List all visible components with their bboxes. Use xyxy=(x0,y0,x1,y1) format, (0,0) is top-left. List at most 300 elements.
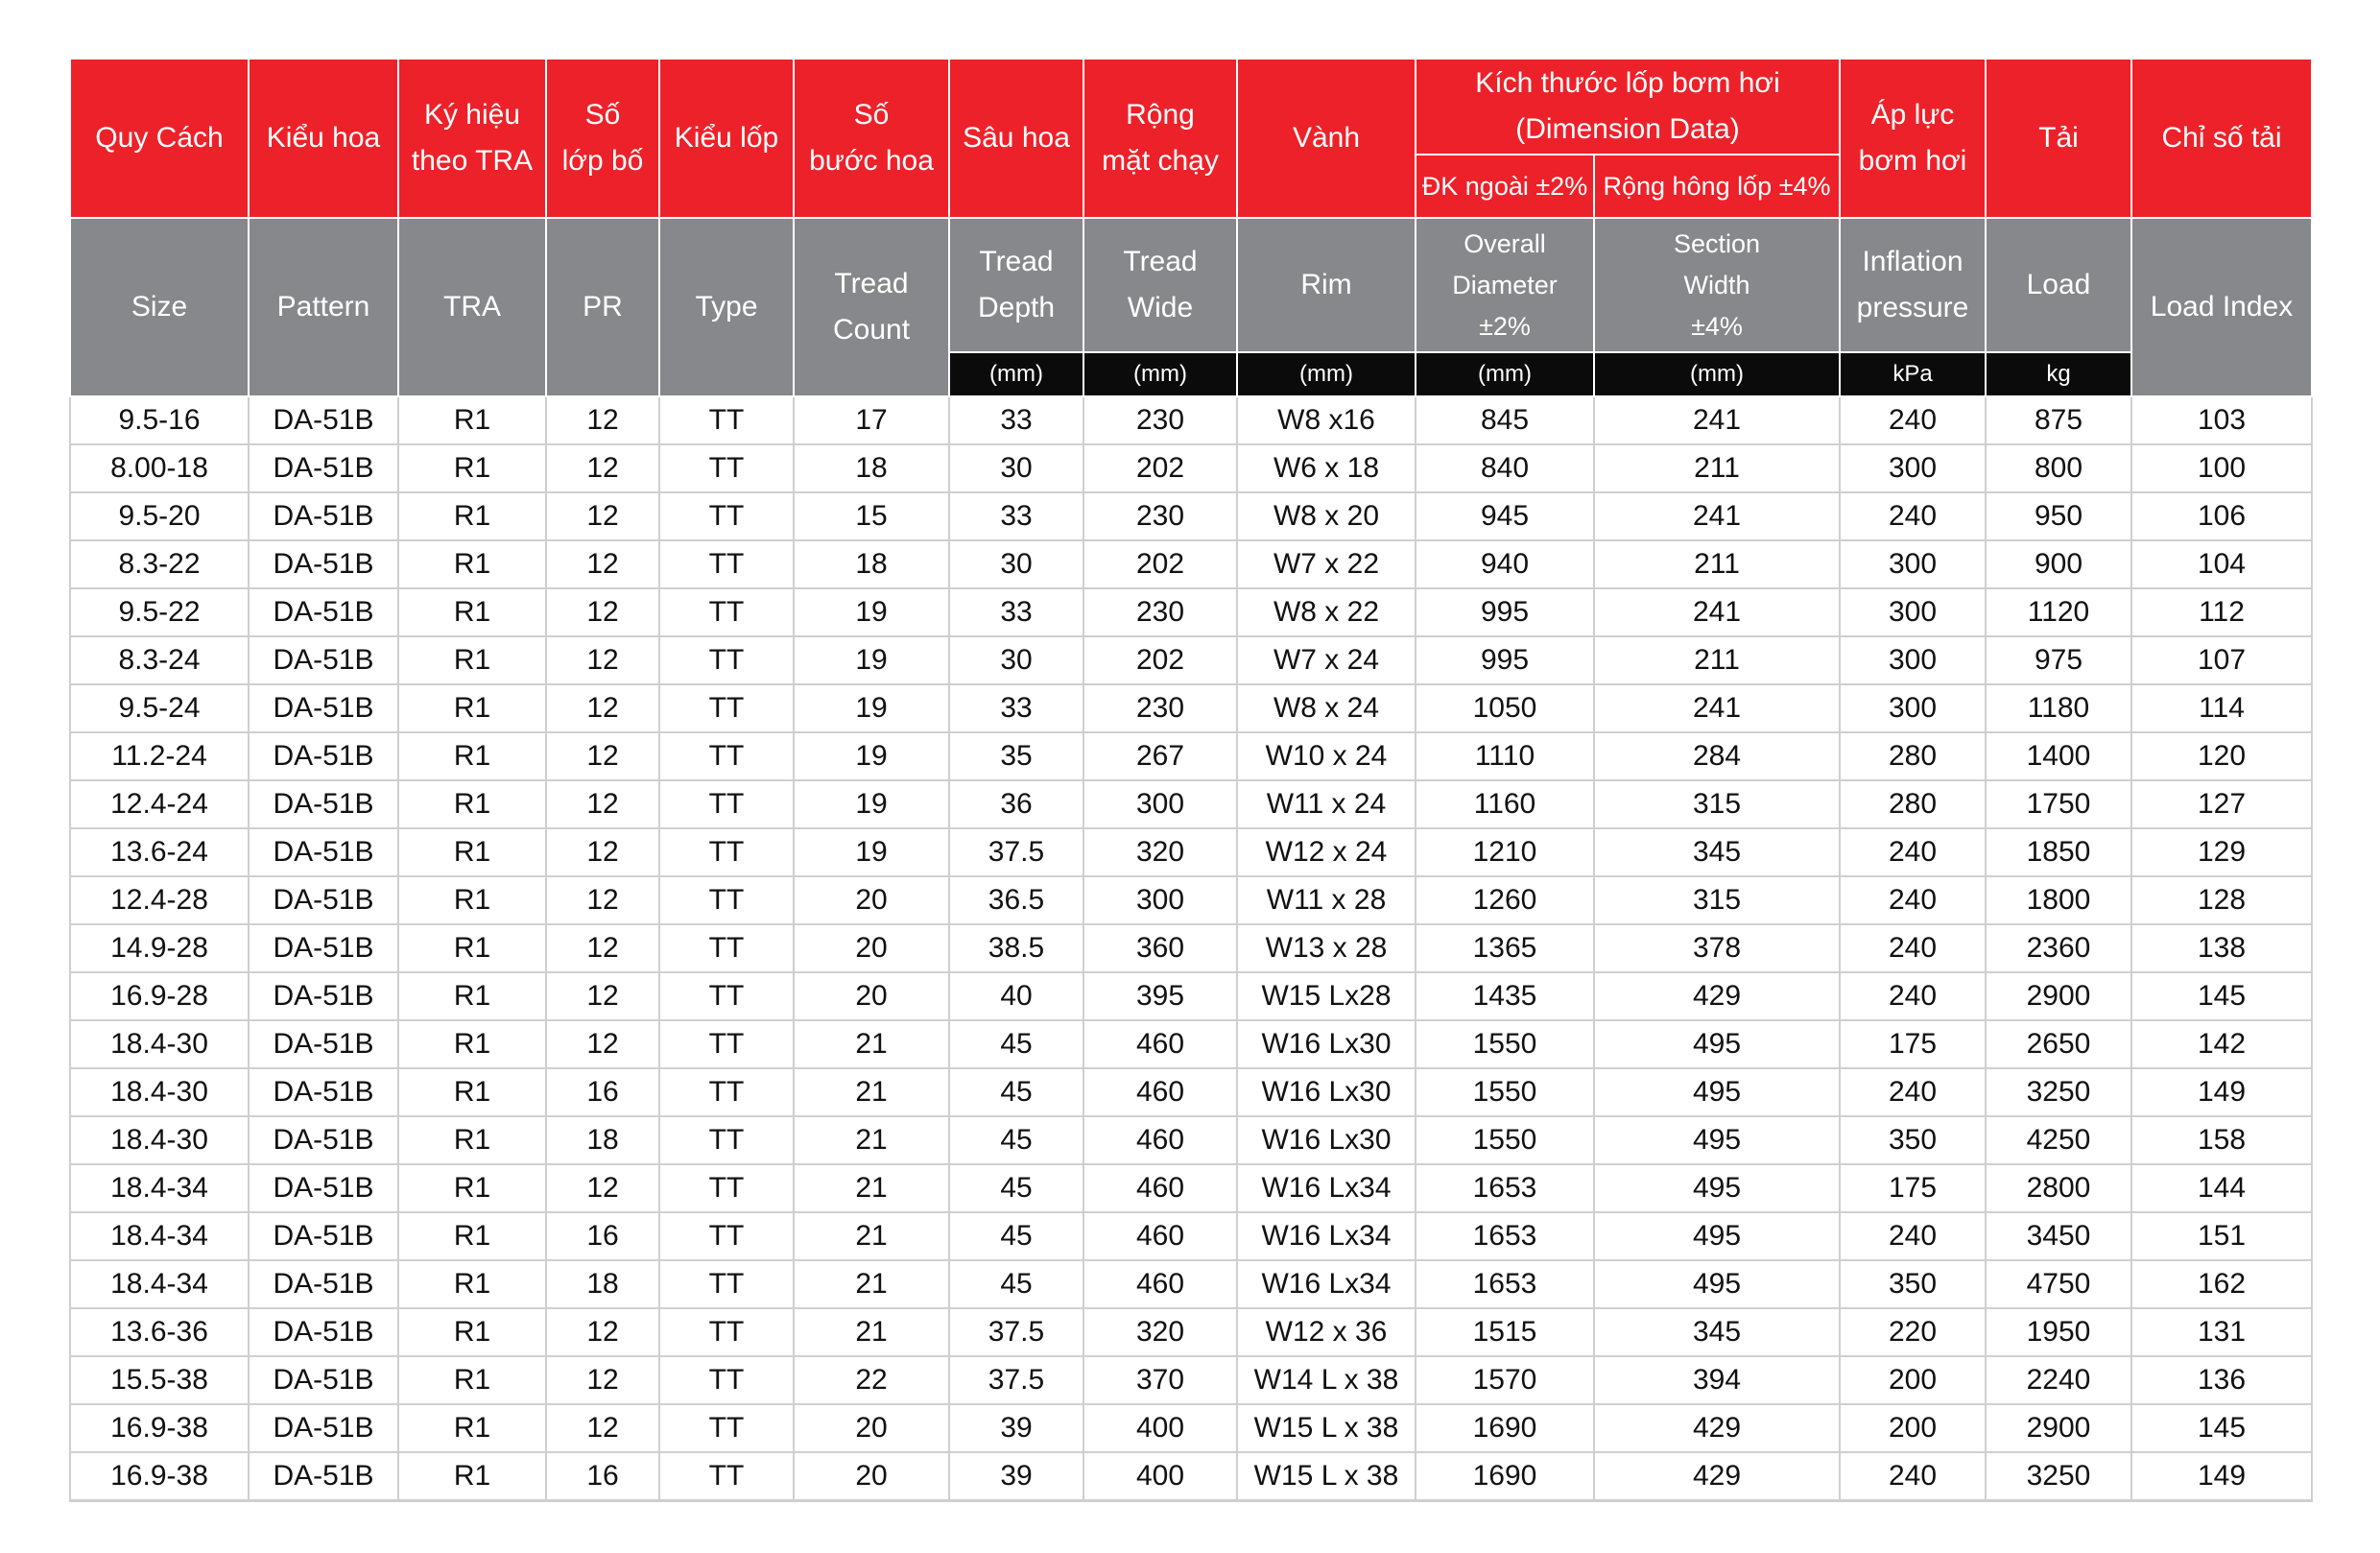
cell-rim: W16 Lx34 xyxy=(1237,1212,1416,1260)
cell-size: 18.4-34 xyxy=(70,1260,249,1308)
cell-type: TT xyxy=(659,1260,794,1308)
cell-tread-depth: 33 xyxy=(949,588,1083,636)
cell-load-index: 149 xyxy=(2131,1452,2312,1500)
table-row xyxy=(70,444,2312,492)
table-row xyxy=(70,972,2312,1020)
cell-inflation: 300 xyxy=(1840,588,1986,636)
cell-tra: R1 xyxy=(398,1452,546,1500)
cell-overall-diameter: 1653 xyxy=(1416,1164,1594,1212)
cell-type: TT xyxy=(659,1068,794,1116)
cell-tread-count: 21 xyxy=(794,1116,949,1164)
cell-tread-wide: 460 xyxy=(1083,1164,1237,1212)
header-vi-load xyxy=(1986,59,2131,218)
cell-inflation: 240 xyxy=(1840,1452,1986,1500)
unit-overall-diameter: (mm) xyxy=(1416,352,1594,396)
cell-tra: R1 xyxy=(398,972,546,1020)
cell-inflation: 200 xyxy=(1840,1356,1986,1404)
cell-section-width: 241 xyxy=(1594,396,1840,444)
cell-inflation: 200 xyxy=(1840,1404,1986,1452)
cell-tread-depth: 36.5 xyxy=(949,876,1083,924)
cell-inflation: 300 xyxy=(1840,540,1986,588)
cell-load: 2360 xyxy=(1986,924,2131,972)
cell-tra: R1 xyxy=(398,444,546,492)
cell-inflation: 300 xyxy=(1840,444,1986,492)
table-row xyxy=(70,636,2312,684)
cell-type: TT xyxy=(659,444,794,492)
cell-overall-diameter: 940 xyxy=(1416,540,1594,588)
cell-tread-depth: 33 xyxy=(949,492,1083,540)
cell-overall-diameter: 1690 xyxy=(1416,1452,1594,1500)
cell-load-index: 106 xyxy=(2131,492,2312,540)
cell-inflation: 240 xyxy=(1840,876,1986,924)
cell-type: TT xyxy=(659,1308,794,1356)
cell-tra: R1 xyxy=(398,1308,546,1356)
unit-section-width: (mm) xyxy=(1594,352,1840,396)
cell-tread-depth: 45 xyxy=(949,1164,1083,1212)
cell-tread-wide: 202 xyxy=(1083,636,1237,684)
cell-section-width: 284 xyxy=(1594,732,1840,780)
cell-load-index: 145 xyxy=(2131,972,2312,1020)
cell-pr: 12 xyxy=(546,876,659,924)
cell-load: 3250 xyxy=(1986,1068,2131,1116)
cell-pattern: DA-51B xyxy=(249,1452,398,1500)
cell-tra: R1 xyxy=(398,396,546,444)
cell-rim: W16 Lx34 xyxy=(1237,1164,1416,1212)
cell-pattern: DA-51B xyxy=(249,588,398,636)
header-line: lớp bố xyxy=(561,145,644,177)
cell-load: 1400 xyxy=(1986,732,2131,780)
cell-tread-wide: 230 xyxy=(1083,492,1237,540)
cell-tread-count: 19 xyxy=(794,780,949,828)
cell-load-index: 151 xyxy=(2131,1212,2312,1260)
cell-pattern: DA-51B xyxy=(249,1356,398,1404)
cell-tread-count: 21 xyxy=(794,1260,949,1308)
cell-section-width: 495 xyxy=(1594,1116,1840,1164)
cell-tra: R1 xyxy=(398,1068,546,1116)
cell-section-width: 429 xyxy=(1594,972,1840,1020)
cell-inflation: 240 xyxy=(1840,828,1986,876)
cell-type: TT xyxy=(659,876,794,924)
cell-pr: 12 xyxy=(546,780,659,828)
cell-pattern: DA-51B xyxy=(249,876,398,924)
cell-pattern: DA-51B xyxy=(249,1308,398,1356)
cell-load-index: 145 xyxy=(2131,1404,2312,1452)
cell-tread-wide: 460 xyxy=(1083,1116,1237,1164)
cell-overall-diameter: 1365 xyxy=(1416,924,1594,972)
cell-section-width: 495 xyxy=(1594,1212,1840,1260)
header-line: bơm hơi xyxy=(1858,145,1967,177)
unit-inflation: kPa xyxy=(1840,352,1986,396)
cell-pattern: DA-51B xyxy=(249,492,398,540)
cell-size: 16.9-38 xyxy=(70,1452,249,1500)
table-row xyxy=(70,396,2312,444)
header-line: Pattern xyxy=(276,291,370,323)
cell-inflation: 240 xyxy=(1840,1212,1986,1260)
cell-section-width: 241 xyxy=(1594,492,1840,540)
table-row xyxy=(70,924,2312,972)
cell-tread-wide: 460 xyxy=(1083,1068,1237,1116)
cell-load: 1750 xyxy=(1986,780,2131,828)
cell-section-width: 429 xyxy=(1594,1452,1840,1500)
cell-rim: W13 x 28 xyxy=(1237,924,1416,972)
cell-overall-diameter: 1570 xyxy=(1416,1356,1594,1404)
cell-size: 9.5-20 xyxy=(70,492,249,540)
cell-tra: R1 xyxy=(398,1356,546,1404)
cell-tread-depth: 37.5 xyxy=(949,1356,1083,1404)
header-line: Sâu hoa xyxy=(963,122,1070,154)
cell-size: 18.4-30 xyxy=(70,1020,249,1068)
cell-load-index: 127 xyxy=(2131,780,2312,828)
cell-overall-diameter: 1653 xyxy=(1416,1212,1594,1260)
unit-tread-wide: (mm) xyxy=(1083,352,1237,396)
header-line: Số xyxy=(584,99,621,131)
cell-type: TT xyxy=(659,684,794,732)
cell-load: 3450 xyxy=(1986,1212,2131,1260)
header-vi-tread-depth xyxy=(949,59,1083,218)
table-row xyxy=(70,1356,2312,1404)
cell-pr: 12 xyxy=(546,972,659,1020)
cell-overall-diameter: 1515 xyxy=(1416,1308,1594,1356)
cell-pr: 12 xyxy=(546,684,659,732)
cell-tra: R1 xyxy=(398,1404,546,1452)
cell-rim: W16 Lx34 xyxy=(1237,1260,1416,1308)
cell-type: TT xyxy=(659,636,794,684)
cell-pr: 16 xyxy=(546,1068,659,1116)
cell-size: 18.4-34 xyxy=(70,1212,249,1260)
cell-tread-wide: 230 xyxy=(1083,588,1237,636)
cell-inflation: 175 xyxy=(1840,1020,1986,1068)
cell-tread-count: 19 xyxy=(794,684,949,732)
cell-tread-count: 21 xyxy=(794,1212,949,1260)
cell-section-width: 345 xyxy=(1594,1308,1840,1356)
header-line: Rộng xyxy=(1126,99,1195,131)
cell-tread-depth: 45 xyxy=(949,1116,1083,1164)
header-vi-tread-wide xyxy=(1083,59,1237,218)
cell-pr: 12 xyxy=(546,540,659,588)
header-en-tra xyxy=(398,218,546,396)
cell-load-index: 144 xyxy=(2131,1164,2312,1212)
cell-tread-depth: 38.5 xyxy=(949,924,1083,972)
cell-load: 1850 xyxy=(1986,828,2131,876)
header-line: (Dimension Data) xyxy=(1515,113,1740,145)
cell-section-width: 211 xyxy=(1594,636,1840,684)
cell-inflation: 240 xyxy=(1840,924,1986,972)
header-vi-tra xyxy=(398,59,546,218)
cell-tread-depth: 45 xyxy=(949,1212,1083,1260)
cell-tra: R1 xyxy=(398,1020,546,1068)
cell-tread-wide: 230 xyxy=(1083,396,1237,444)
cell-load-index: 128 xyxy=(2131,876,2312,924)
cell-size: 13.6-24 xyxy=(70,828,249,876)
cell-tread-wide: 460 xyxy=(1083,1212,1237,1260)
header-line: mặt chạy xyxy=(1102,145,1219,177)
header-line: Width xyxy=(1683,270,1750,299)
unit-load: kg xyxy=(1986,352,2131,396)
cell-tread-wide: 320 xyxy=(1083,1308,1237,1356)
cell-tread-count: 20 xyxy=(794,1404,949,1452)
cell-rim: W15 L x 38 xyxy=(1237,1452,1416,1500)
cell-load: 3250 xyxy=(1986,1452,2131,1500)
header-en-section-width xyxy=(1594,218,1840,352)
table-row xyxy=(70,1308,2312,1356)
cell-tra: R1 xyxy=(398,636,546,684)
cell-rim: W11 x 28 xyxy=(1237,876,1416,924)
table-row xyxy=(70,828,2312,876)
header-line: ĐK ngoài ±2% xyxy=(1421,172,1588,201)
unit-rim: (mm) xyxy=(1237,352,1416,396)
cell-tra: R1 xyxy=(398,684,546,732)
header-vi-inflation xyxy=(1840,59,1986,218)
cell-pattern: DA-51B xyxy=(249,924,398,972)
header-vi-dimension-data xyxy=(1416,59,1840,155)
cell-inflation: 300 xyxy=(1840,636,1986,684)
cell-tread-wide: 370 xyxy=(1083,1356,1237,1404)
cell-load-index: 112 xyxy=(2131,588,2312,636)
cell-overall-diameter: 1260 xyxy=(1416,876,1594,924)
cell-rim: W8 x 22 xyxy=(1237,588,1416,636)
cell-type: TT xyxy=(659,1116,794,1164)
cell-overall-diameter: 840 xyxy=(1416,444,1594,492)
cell-tra: R1 xyxy=(398,924,546,972)
header-line: Load xyxy=(2026,269,2091,300)
table-row xyxy=(70,780,2312,828)
tire-spec-table xyxy=(69,58,2313,1502)
cell-type: TT xyxy=(659,396,794,444)
header-line: Chỉ số tải xyxy=(2161,122,2282,154)
cell-pr: 16 xyxy=(546,1212,659,1260)
cell-tread-depth: 30 xyxy=(949,540,1083,588)
cell-load: 1120 xyxy=(1986,588,2131,636)
cell-load: 1180 xyxy=(1986,684,2131,732)
cell-size: 8.3-22 xyxy=(70,540,249,588)
cell-section-width: 495 xyxy=(1594,1260,1840,1308)
header-en-pattern xyxy=(249,218,398,396)
cell-tread-depth: 39 xyxy=(949,1404,1083,1452)
cell-load: 900 xyxy=(1986,540,2131,588)
cell-load: 1950 xyxy=(1986,1308,2131,1356)
cell-type: TT xyxy=(659,1356,794,1404)
cell-tread-depth: 45 xyxy=(949,1020,1083,1068)
cell-tread-count: 18 xyxy=(794,444,949,492)
cell-type: TT xyxy=(659,732,794,780)
cell-tread-wide: 400 xyxy=(1083,1404,1237,1452)
cell-tra: R1 xyxy=(398,540,546,588)
header-vi-rim xyxy=(1237,59,1416,218)
cell-tread-depth: 40 xyxy=(949,972,1083,1020)
cell-load-index: 100 xyxy=(2131,444,2312,492)
header-en-tread-depth xyxy=(949,218,1083,352)
header-line: Tread xyxy=(1123,246,1198,277)
table-row xyxy=(70,492,2312,540)
header-en-load-index xyxy=(2131,218,2312,396)
cell-inflation: 220 xyxy=(1840,1308,1986,1356)
cell-tread-wide: 202 xyxy=(1083,444,1237,492)
cell-section-width: 241 xyxy=(1594,684,1840,732)
cell-pr: 12 xyxy=(546,636,659,684)
cell-size: 18.4-30 xyxy=(70,1116,249,1164)
cell-load-index: 103 xyxy=(2131,396,2312,444)
cell-tra: R1 xyxy=(398,876,546,924)
header-line: Inflation xyxy=(1862,246,1964,277)
header-line: Section xyxy=(1673,228,1761,258)
header-line: Overall xyxy=(1464,228,1546,258)
cell-section-width: 378 xyxy=(1594,924,1840,972)
header-line: Kiểu hoa xyxy=(266,122,381,154)
cell-load-index: 131 xyxy=(2131,1308,2312,1356)
header-line: Số xyxy=(853,99,890,131)
header-vi-size xyxy=(70,59,249,218)
cell-tread-wide: 267 xyxy=(1083,732,1237,780)
cell-load-index: 120 xyxy=(2131,732,2312,780)
cell-section-width: 211 xyxy=(1594,540,1840,588)
header-en-overall-diameter xyxy=(1416,218,1594,352)
table-row xyxy=(70,1068,2312,1116)
cell-inflation: 280 xyxy=(1840,732,1986,780)
header-line: Ký hiệu xyxy=(423,99,521,131)
cell-load-index: 162 xyxy=(2131,1260,2312,1308)
cell-load: 950 xyxy=(1986,492,2131,540)
cell-size: 15.5-38 xyxy=(70,1356,249,1404)
header-en-type xyxy=(659,218,794,396)
cell-type: TT xyxy=(659,492,794,540)
cell-pattern: DA-51B xyxy=(249,1404,398,1452)
cell-rim: W16 Lx30 xyxy=(1237,1068,1416,1116)
cell-pattern: DA-51B xyxy=(249,1068,398,1116)
header-line: Tải xyxy=(2038,122,2079,154)
cell-section-width: 394 xyxy=(1594,1356,1840,1404)
cell-tread-depth: 45 xyxy=(949,1068,1083,1116)
header-line: Type xyxy=(695,291,758,323)
cell-pattern: DA-51B xyxy=(249,732,398,780)
cell-pr: 12 xyxy=(546,1308,659,1356)
cell-rim: W15 L x 38 xyxy=(1237,1404,1416,1452)
unit-tread-depth: (mm) xyxy=(949,352,1083,396)
table-row xyxy=(70,1020,2312,1068)
header-line: Count xyxy=(832,314,911,346)
cell-rim: W16 Lx30 xyxy=(1237,1020,1416,1068)
cell-tread-count: 21 xyxy=(794,1308,949,1356)
header-line: Quy Cách xyxy=(95,122,224,154)
cell-load: 975 xyxy=(1986,636,2131,684)
cell-pr: 18 xyxy=(546,1116,659,1164)
cell-rim: W8 x16 xyxy=(1237,396,1416,444)
cell-section-width: 495 xyxy=(1594,1068,1840,1116)
cell-size: 12.4-28 xyxy=(70,876,249,924)
cell-tread-wide: 460 xyxy=(1083,1260,1237,1308)
header-line: bước hoa xyxy=(809,145,934,177)
cell-pr: 12 xyxy=(546,828,659,876)
cell-type: TT xyxy=(659,828,794,876)
cell-overall-diameter: 1550 xyxy=(1416,1068,1594,1116)
cell-tra: R1 xyxy=(398,1116,546,1164)
cell-tread-count: 20 xyxy=(794,972,949,1020)
cell-type: TT xyxy=(659,588,794,636)
cell-size: 11.2-24 xyxy=(70,732,249,780)
header-line: Size xyxy=(131,291,188,323)
header-line: Rộng hông lốp ±4% xyxy=(1603,172,1831,201)
header-line: Áp lực xyxy=(1870,99,1955,131)
table-row xyxy=(70,1404,2312,1452)
cell-type: TT xyxy=(659,1404,794,1452)
cell-tread-count: 22 xyxy=(794,1356,949,1404)
header-en-tread-count xyxy=(794,218,949,396)
header-en-pr xyxy=(546,218,659,396)
header-line: ±2% xyxy=(1479,311,1531,341)
cell-load-index: 149 xyxy=(2131,1068,2312,1116)
cell-pattern: DA-51B xyxy=(249,684,398,732)
cell-inflation: 240 xyxy=(1840,492,1986,540)
cell-size: 8.3-24 xyxy=(70,636,249,684)
cell-load: 1800 xyxy=(1986,876,2131,924)
cell-overall-diameter: 1653 xyxy=(1416,1260,1594,1308)
cell-overall-diameter: 945 xyxy=(1416,492,1594,540)
cell-tra: R1 xyxy=(398,1212,546,1260)
cell-pr: 12 xyxy=(546,1020,659,1068)
cell-load-index: 104 xyxy=(2131,540,2312,588)
cell-pattern: DA-51B xyxy=(249,444,398,492)
cell-tread-depth: 30 xyxy=(949,636,1083,684)
cell-overall-diameter: 995 xyxy=(1416,588,1594,636)
cell-tread-wide: 320 xyxy=(1083,828,1237,876)
cell-tread-wide: 230 xyxy=(1083,684,1237,732)
cell-tra: R1 xyxy=(398,1164,546,1212)
cell-size: 14.9-28 xyxy=(70,924,249,972)
cell-pattern: DA-51B xyxy=(249,636,398,684)
cell-tread-wide: 202 xyxy=(1083,540,1237,588)
cell-tread-depth: 37.5 xyxy=(949,1308,1083,1356)
header-en-size xyxy=(70,218,249,396)
cell-section-width: 315 xyxy=(1594,780,1840,828)
table-row xyxy=(70,1452,2312,1500)
cell-section-width: 429 xyxy=(1594,1404,1840,1452)
cell-overall-diameter: 1210 xyxy=(1416,828,1594,876)
table-row xyxy=(70,540,2312,588)
header-line: Tread xyxy=(979,246,1054,277)
cell-pattern: DA-51B xyxy=(249,972,398,1020)
cell-tra: R1 xyxy=(398,780,546,828)
cell-rim: W8 x 24 xyxy=(1237,684,1416,732)
cell-rim: W12 x 24 xyxy=(1237,828,1416,876)
cell-tread-count: 19 xyxy=(794,828,949,876)
cell-load-index: 158 xyxy=(2131,1116,2312,1164)
cell-rim: W16 Lx30 xyxy=(1237,1116,1416,1164)
cell-section-width: 495 xyxy=(1594,1164,1840,1212)
cell-load-index: 129 xyxy=(2131,828,2312,876)
cell-pattern: DA-51B xyxy=(249,780,398,828)
cell-type: TT xyxy=(659,1020,794,1068)
cell-pr: 12 xyxy=(546,492,659,540)
cell-rim: W15 Lx28 xyxy=(1237,972,1416,1020)
header-line: Load Index xyxy=(2150,291,2294,323)
cell-load: 2650 xyxy=(1986,1020,2131,1068)
cell-tread-count: 20 xyxy=(794,924,949,972)
table-row xyxy=(70,1164,2312,1212)
cell-tread-count: 21 xyxy=(794,1020,949,1068)
cell-tread-count: 15 xyxy=(794,492,949,540)
header-row-english xyxy=(70,218,2312,352)
header-line: Tread xyxy=(834,268,909,299)
cell-rim: W14 L x 38 xyxy=(1237,1356,1416,1404)
cell-inflation: 350 xyxy=(1840,1116,1986,1164)
cell-section-width: 211 xyxy=(1594,444,1840,492)
cell-overall-diameter: 1690 xyxy=(1416,1404,1594,1452)
cell-load: 2240 xyxy=(1986,1356,2131,1404)
cell-type: TT xyxy=(659,1212,794,1260)
cell-type: TT xyxy=(659,924,794,972)
cell-size: 13.6-36 xyxy=(70,1308,249,1356)
header-line: Kiểu lốp xyxy=(674,122,779,154)
cell-rim: W12 x 36 xyxy=(1237,1308,1416,1356)
